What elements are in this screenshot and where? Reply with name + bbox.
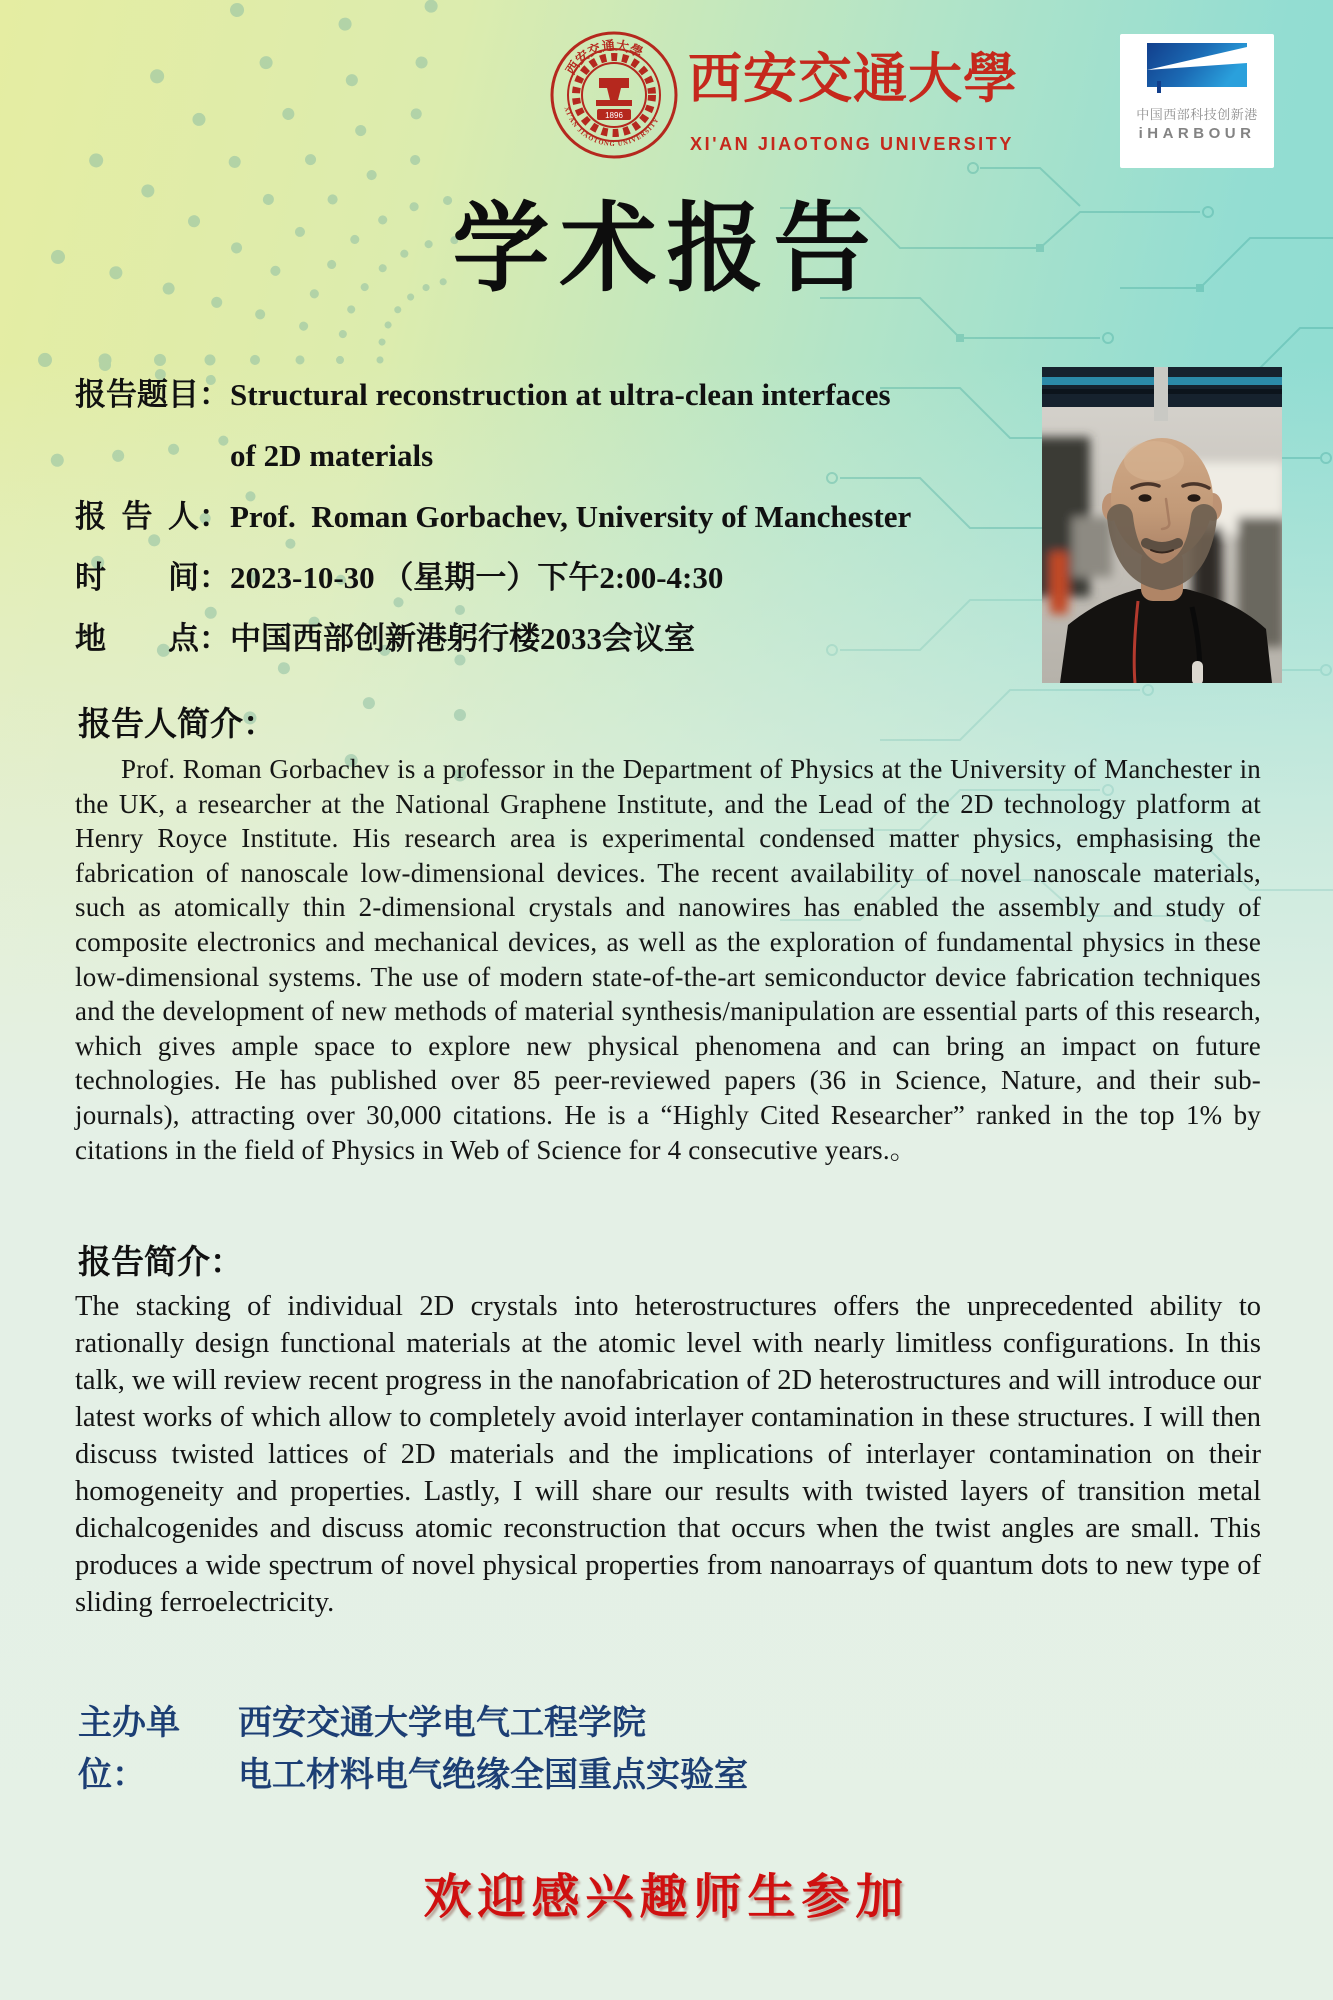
seal-en-text: XI'AN JIAOTONG UNIVERSITY <box>562 106 661 149</box>
organizer-line2: 电工材料电气绝缘全国重点实验室 <box>238 1757 748 1794</box>
info-label-topic: 报告题目 <box>75 377 199 412</box>
university-name-en: XI'AN JIAOTONG UNIVERSITY <box>690 134 1014 154</box>
iharbour-name-en: iHARBOUR <box>1138 125 1256 142</box>
iharbour-flag-icon <box>1147 43 1247 97</box>
poster-title: 学术报告 <box>452 194 881 303</box>
info-row-time: 时间： 2023-10-30 （星期一）下午2:00-4:30 <box>75 558 1040 598</box>
talk-title-line1: Structural reconstruction at ultra-clean interfaces <box>230 377 891 412</box>
talk-info-block <box>75 375 1040 680</box>
seal-year: 1896 <box>605 111 623 120</box>
talk-time: 2023-10-30 （星期一）下午2:00-4:30 <box>230 560 724 595</box>
organizer-label: 主办单位： <box>78 1705 180 1794</box>
seal-cn-text: 西安交通大學 <box>562 37 646 78</box>
talk-intro-body: The stacking of individual 2D crystals into heterostructures offers the unprecedented ability to rationally design functional materials at the atomic level with nearly limitless configurations. In this talk, we will review recent progress in the nanofabrication of 2D heterostructures and will introduce our latest works of which allow to completely avoid interlayer contamination in these structures. I will then discuss twisted lattices of 2D materials and the implications of interlayer contamination on their homogeneity and properties. Lastly, I will share our results with twisted layers of transition metal dichalcogenides and discuss atomic reconstruction that occurs when the twist angles are small. This produces a wide spectrum of novel physical properties from nanoarrays of quantum dots to new type of sliding ferroelectricity. <box>75 1291 1261 1618</box>
info-row-speaker: 报告人： Prof. Roman Gorbachev, University of Manchester <box>75 497 1040 537</box>
speaker-intro-body: Prof. Roman Gorbachev is a professor in the Department of Physics at the University of Manchester in the UK, a researcher at the National Graphene Institute, and the Lead of the 2D technology platform at Henry Royce Institute. His research area is experimental condensed matter physics, emphasising the fabrication of nanoscale low-dimensional devices. The recent availability of novel nanoscale materials, such as atomically thin 2-dimensional crystals and nanowires has enabled the assembly and study of composite electronics and mechanical devices, as well as the exploration of fundamental physics in these low-dimensional systems. The use of modern state-of-the-art semiconductor device fabrication techniques and the development of new methods of material synthesis/manipulation are essential parts of this research, which gives ample space to explore new physical phenomena and can bring an impact on future technologies. He has published over 85 peer-reviewed papers (36 in Science, Nature, and their sub-journals), attracting over 30,000 citations. He is a “Highly Cited Researcher” ranked in the top 1% by citations in the field of Physics in Web of Science for 4 consecutive years.。 <box>75 754 1261 1165</box>
talk-title-line2: of 2D materials <box>230 438 434 473</box>
info-label-speaker: 报告人 <box>75 499 199 534</box>
info-label-time: 时间 <box>75 560 199 595</box>
organizer-line1: 西安交通大学电气工程学院 <box>238 1705 646 1742</box>
info-row-location: 地点： 中国西部创新港躬行楼2033会议室 <box>75 619 1040 659</box>
talk-location: 中国西部创新港躬行楼2033会议室 <box>230 621 695 656</box>
speaker-photo <box>1042 367 1282 683</box>
university-name-cn: 西安交通大學 <box>688 49 1018 109</box>
info-label-location: 地点 <box>75 621 199 656</box>
speaker-name: Prof. Roman Gorbachev, University of Manchester <box>230 499 912 534</box>
organizer-block <box>78 1698 748 1802</box>
welcome-message: 欢迎感兴趣师生参加 <box>423 1871 910 1924</box>
seal-anvil-icon <box>596 78 632 106</box>
info-row-topic: 报告题目： Structural reconstruction at ultra-clean interfaces of 2D materials <box>75 375 1040 476</box>
iharbour-logo <box>1120 34 1274 168</box>
talk-intro-heading: 报告简介： <box>78 1245 243 1281</box>
xjtu-seal-logo <box>549 30 679 160</box>
iharbour-name-cn: 中国西部科技创新港 <box>1136 107 1258 122</box>
speaker-intro-heading: 报告人简介： <box>78 707 276 743</box>
